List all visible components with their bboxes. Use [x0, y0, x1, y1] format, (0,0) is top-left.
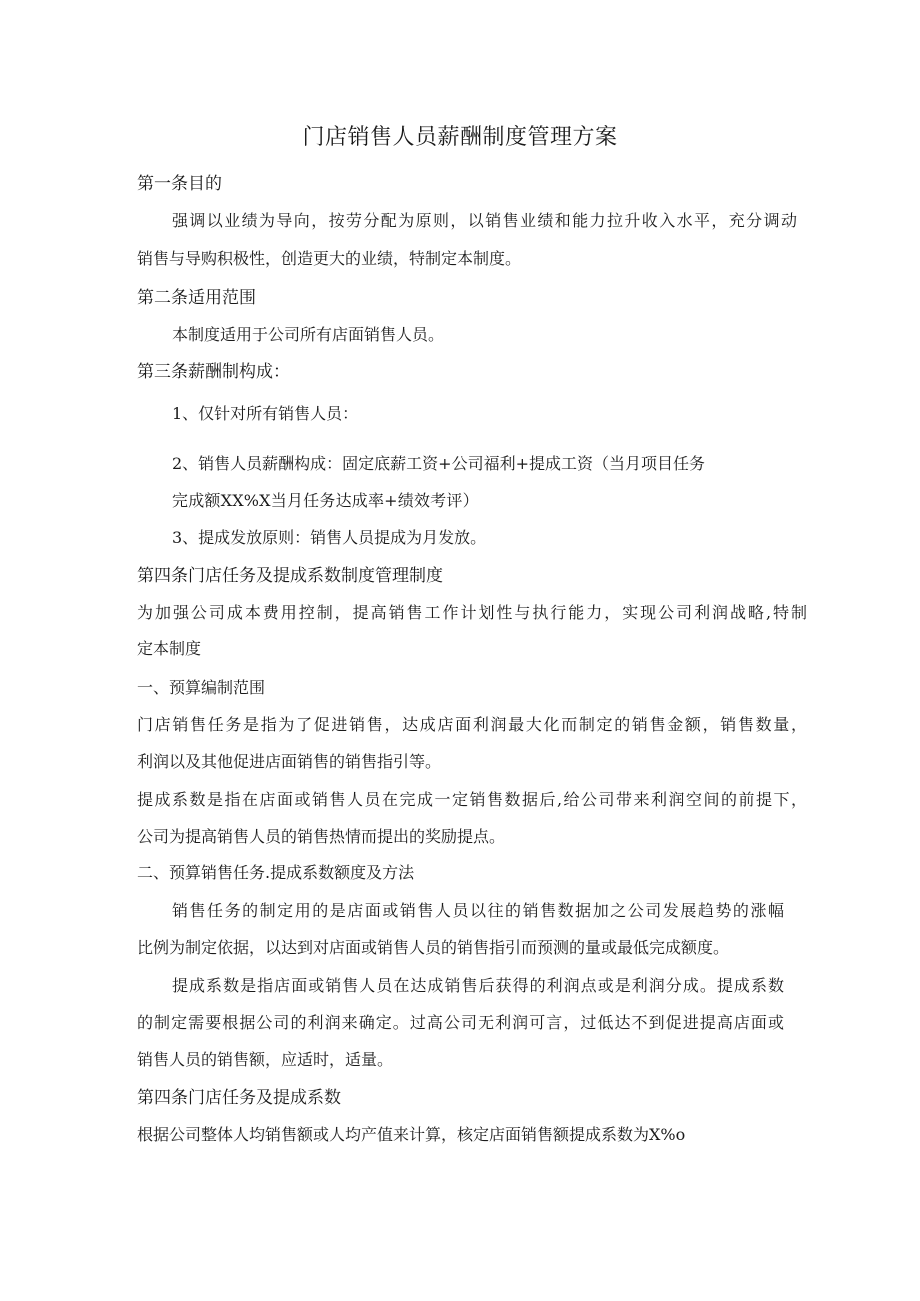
paragraph-line: 提成系数是指店面或销售人员在达成销售后获得的利润点或是利润分成。提成系数: [172, 976, 784, 995]
section-heading-commission-rate: 第四条门店任务及提成系数: [137, 1088, 341, 1108]
paragraph-line: 利润以及其他促进店面销售的销售指引等。: [137, 752, 442, 771]
subsection-heading-budget-scope: 一、预算编制范围: [137, 678, 266, 697]
paragraph-line: 公司为提高销售人员的销售热情而提出的奖励提点。: [137, 827, 506, 846]
paragraph-line: 门店销售任务是指为了促进销售，达成店面利润最大化而制定的销售金额，销售数量，: [137, 715, 807, 734]
list-item: 1、仅针对所有销售人员：: [172, 404, 359, 423]
paragraph-line: 定本制度: [137, 639, 202, 658]
paragraph-line: 强调以业绩为导向，按劳分配为原则，以销售业绩和能力拉升收入水平，充分调动: [172, 211, 797, 230]
paragraph-line: 的制定需要根据公司的利润来确定。过高公司无利润可言，过低达不到促进提高店面或: [137, 1013, 784, 1032]
list-item: 2、销售人员薪酬构成：固定底薪工资+公司福利+提成工资（当月项目任务: [172, 454, 705, 473]
paragraph-line: 销售人员的销售额，应适时，适量。: [137, 1050, 394, 1069]
paragraph-line: 本制度适用于公司所有店面销售人员。: [172, 325, 445, 344]
section-heading-salary-structure: 第三条薪酬制构成：: [137, 362, 290, 382]
paragraph-line: 提成系数是指在店面或销售人员在完成一定销售数据后,给公司带来利润空间的前提下，: [137, 790, 807, 809]
subsection-heading-budget-method: 二、预算销售任务.提成系数额度及方法: [137, 863, 415, 882]
list-item-continuation: 完成额XX%X当月任务达成率+绩效考评）: [172, 491, 479, 510]
section-heading-purpose: 第一条目的: [137, 174, 222, 194]
section-heading-store-tasks: 第四条门店任务及提成系数制度管理制度: [137, 566, 443, 586]
paragraph-line: 根据公司整体人均销售额或人均产值来计算，核定店面销售额提成系数为X%o: [137, 1125, 686, 1144]
list-item: 3、提成发放原则：销售人员提成为月发放。: [172, 528, 487, 547]
document-title: 门店销售人员薪酬制度管理方案: [302, 125, 618, 150]
paragraph-line: 为加强公司成本费用控制，提高销售工作计划性与执行能力，实现公司利润战略,特制: [137, 603, 807, 622]
paragraph-line: 比例为制定依据，以达到对店面或销售人员的销售指引而预测的量或最低完成额度。: [137, 938, 730, 957]
paragraph-line: 销售与导购积极性，创造更大的业绩，特制定本制度。: [137, 249, 522, 268]
paragraph-line: 销售任务的制定用的是店面或销售人员以往的销售数据加之公司发展趋势的涨幅: [172, 901, 784, 920]
section-heading-scope: 第二条适用范围: [137, 288, 256, 308]
